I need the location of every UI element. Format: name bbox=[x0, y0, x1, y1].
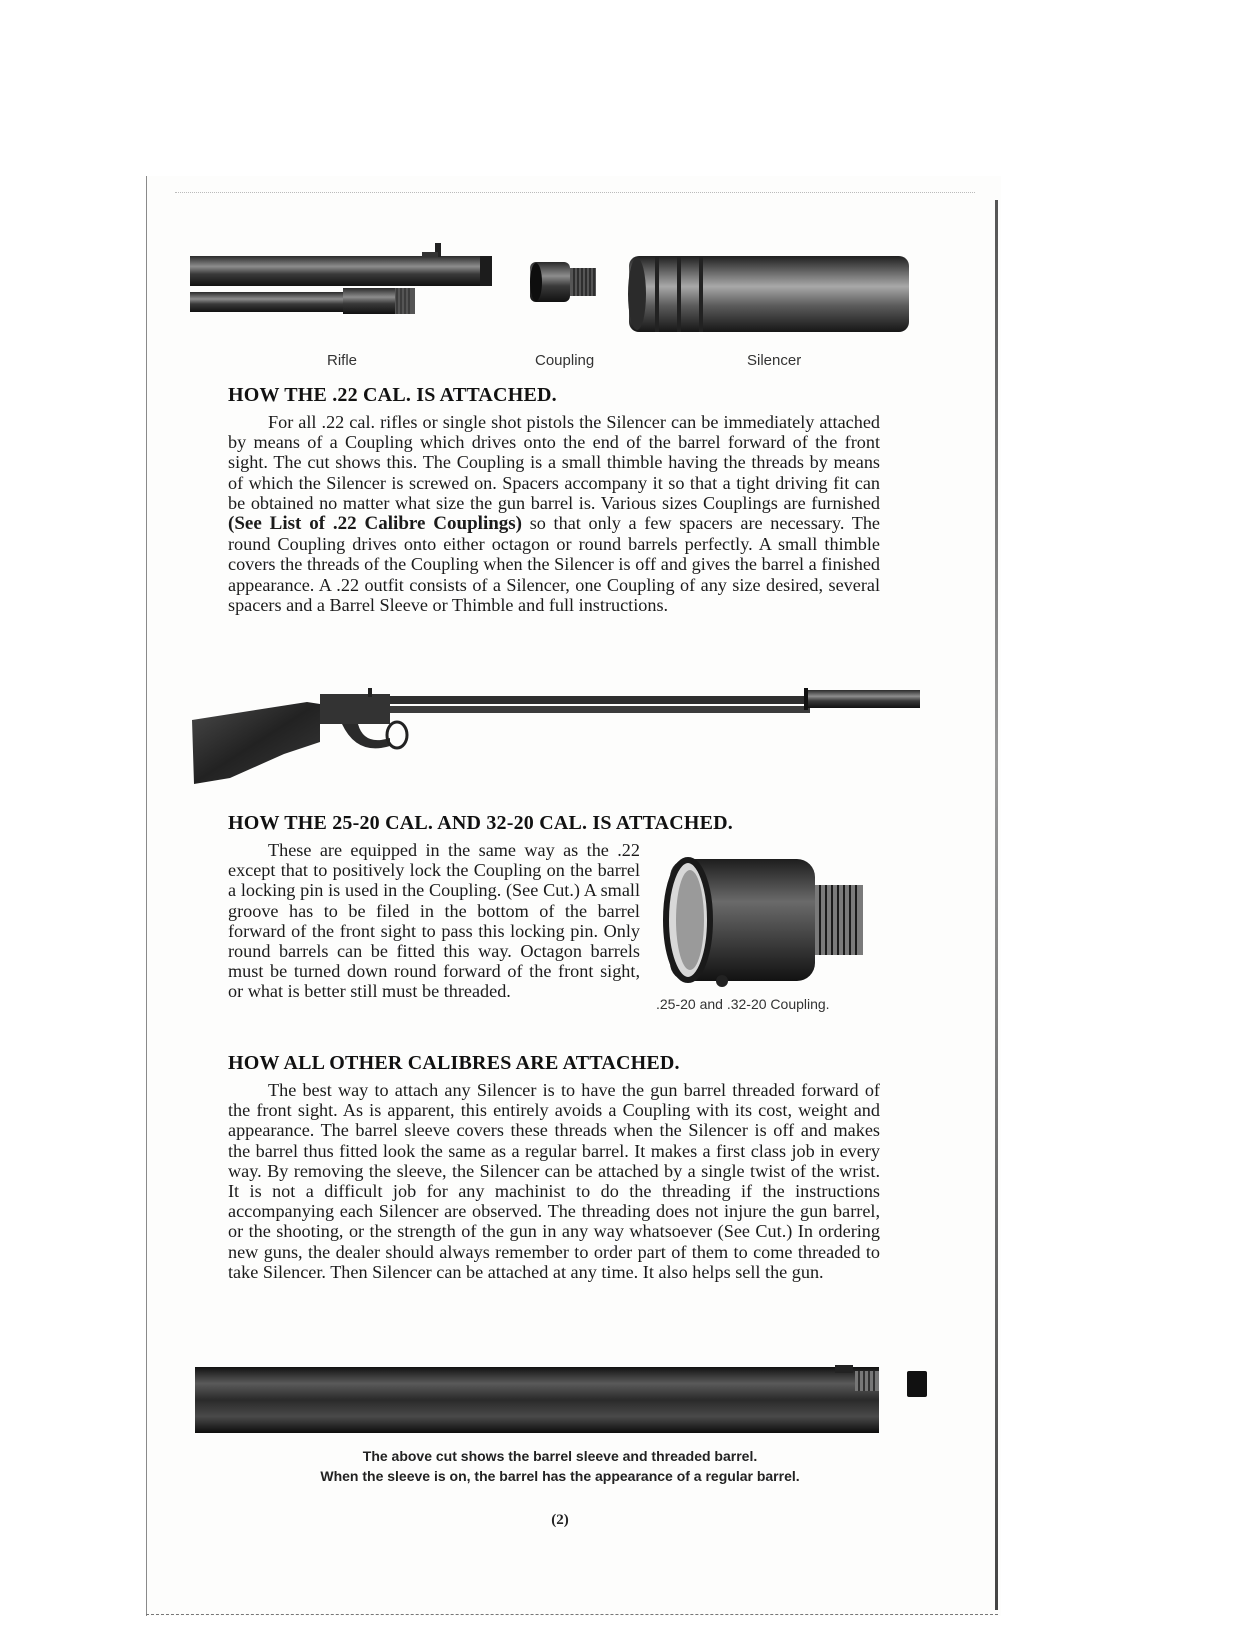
section-heading-22-cal: HOW THE .22 CAL. IS ATTACHED. bbox=[228, 384, 557, 406]
threaded-barrel-with-sleeve-illustration bbox=[195, 1365, 933, 1435]
silencer-illustration bbox=[625, 252, 915, 337]
section-heading-other-calibres: HOW ALL OTHER CALIBRES ARE ATTACHED. bbox=[228, 1052, 680, 1074]
body-text: so that only a few spacers are necessary. The round Coupling drives onto either octagon or round barrels perfectly. A small thimble covers the threads of the Coupling when the Silencer is off and gives the barrel a finished appearance. A .22 outfit consists of a Silencer, one Coupling of any size desired, several spacers and a Barrel Sleeve or Thimble and full instructions. bbox=[228, 513, 880, 615]
section-heading-25-20-32-20-cal: HOW THE 25-20 CAL. AND 32-20 CAL. IS ATTACHED. bbox=[228, 812, 734, 834]
sheet-bottom-edge bbox=[146, 1614, 998, 1616]
bottom-figure-caption-line1: The above cut shows the barrel sleeve and threaded barrel. bbox=[362, 1448, 758, 1464]
sheet-right-edge bbox=[995, 200, 998, 1610]
page-number: (2) bbox=[551, 1512, 569, 1528]
body-text: These are equipped in the same way as the .22 except that to positively lock the Coupling on the barrel a locking pin is used in the Coupling. (See Cut.) A small groove has to be filed in the bottom of the barrel forward of the front sight to pass this locking pin. Only round barrels can be fitted this way. Octagon barrels must be turned down round forward of the front sight, or what is better still must be threaded. bbox=[228, 840, 640, 1002]
coupling-with-locking-pin-illustration bbox=[660, 855, 875, 990]
couplings-list-reference: (See List of .22 Calibre Couplings) bbox=[228, 513, 523, 535]
bottom-figure-caption-line2: When the sleeve is on, the barrel has the appearance of a regular barrel. bbox=[320, 1468, 800, 1484]
section-body-22-cal bbox=[228, 412, 880, 615]
body-text: The best way to attach any Silencer is to have the gun barrel threaded forward of the front sight. As is apparent, this entirely avoids a Coupling with its cost, weight and appearance. The barrel sleeve covers these threads when the Silencer is off and makes the barrel thus fitted look the same as a regular barrel. It makes a first class job in every way. By removing the sleeve, the Silencer can be attached by a single twist of the wrist. It is not a difficult job for any machinist to do the threading if the instructions accompanying each Silencer are observed. The threading does not injure the gun barrel, or the shooting, or the strength of the gun in any way whatsoever (See Cut.) In ordering new guns, the dealer should always remember to order part of them to come threaded to take Silencer. Then Silencer can be attached at any time. It also helps sell the gun. bbox=[228, 1080, 880, 1282]
sheet-top-edge bbox=[175, 192, 975, 194]
coupling-label: Coupling bbox=[535, 352, 595, 369]
rifle-with-silencer-illustration bbox=[192, 680, 920, 790]
rifle-label: Rifle bbox=[327, 352, 358, 369]
coupling-figure-caption: .25-20 and .32-20 Coupling. bbox=[656, 996, 830, 1012]
coupling-illustration bbox=[528, 258, 603, 308]
rifle-barrel-illustration bbox=[190, 240, 510, 325]
section-body-25-20-32-20-cal bbox=[228, 840, 640, 1002]
silencer-label: Silencer bbox=[747, 352, 802, 369]
section-body-other-calibres bbox=[228, 1080, 880, 1282]
body-text: For all .22 cal. rifles or single shot pistols the Silencer can be immediately attached by means of a Coupling which drives onto the end of the barrel forward of the front sight. The cut shows this. The Coupling is a small thimble having the threads by means of which the Silencer is screwed on. Spacers accompany it so that a tight driving fit can be obtained no matter what size the gun barrel is. Various sizes Couplings are furnished bbox=[228, 412, 880, 513]
